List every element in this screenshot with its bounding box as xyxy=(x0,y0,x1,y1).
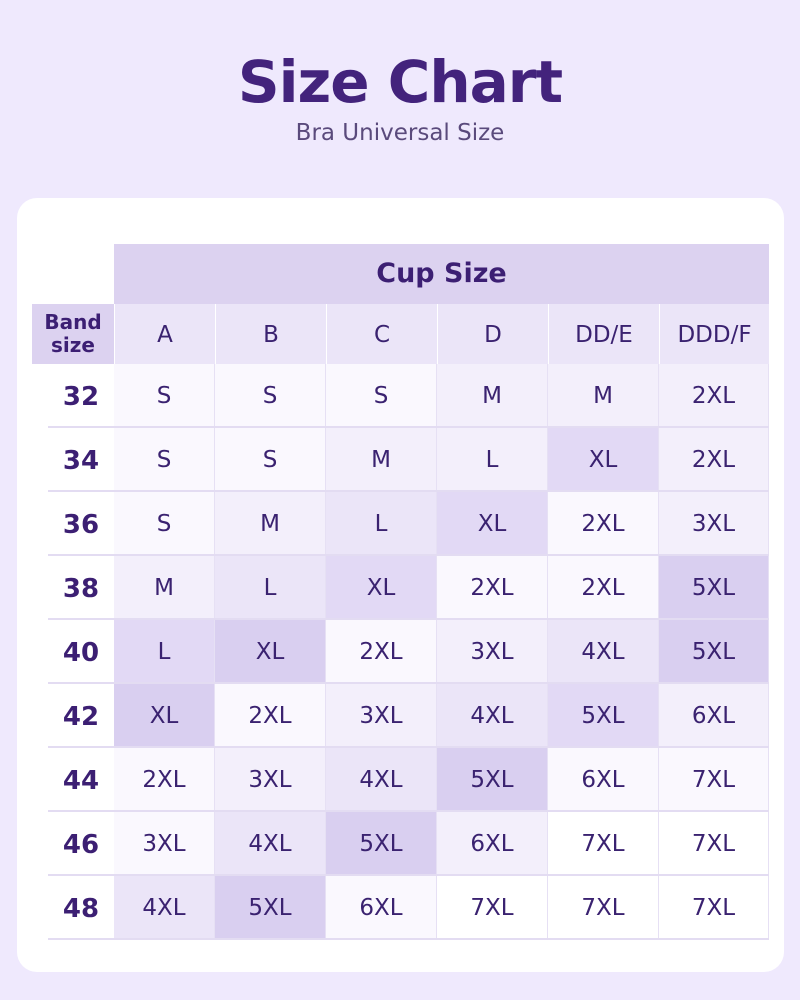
size-cell: 2XL xyxy=(437,556,548,618)
band-size-42: 42 xyxy=(62,702,100,732)
size-cell: M xyxy=(215,492,326,554)
size-cell: M xyxy=(326,428,437,490)
row-divider xyxy=(48,938,769,940)
size-cell: 4XL xyxy=(215,812,326,874)
band-header-line-1: Band xyxy=(44,310,102,334)
size-cell: 4XL xyxy=(437,684,548,746)
size-cell: 3XL xyxy=(326,684,437,746)
size-cell: 3XL xyxy=(659,492,769,554)
size-cell: 7XL xyxy=(659,812,769,874)
size-cell: XL xyxy=(437,492,548,554)
size-cell: S xyxy=(326,364,437,426)
size-cell: 7XL xyxy=(659,748,769,810)
size-cell: 2XL xyxy=(114,748,215,810)
size-cell: 2XL xyxy=(326,620,437,682)
page-subtitle: Bra Universal Size xyxy=(295,120,505,146)
size-cell: L xyxy=(114,620,215,682)
size-cell: 5XL xyxy=(548,684,659,746)
size-cell: 2XL xyxy=(659,364,769,426)
size-cell: S xyxy=(114,428,215,490)
size-cell: S xyxy=(114,364,215,426)
size-cell: 2XL xyxy=(548,556,659,618)
cup-column-header: DDD/F xyxy=(659,304,769,364)
band-size-44: 44 xyxy=(62,766,100,796)
size-cell: 7XL xyxy=(548,876,659,938)
size-cell: XL xyxy=(326,556,437,618)
size-cell: 4XL xyxy=(114,876,215,938)
size-cell: 7XL xyxy=(659,876,769,938)
size-cell: XL xyxy=(548,428,659,490)
size-cell: 5XL xyxy=(659,556,769,618)
size-cell: XL xyxy=(114,684,215,746)
cup-column-header: A xyxy=(114,304,215,364)
size-cell: 2XL xyxy=(548,492,659,554)
band-size-48: 48 xyxy=(62,894,100,924)
size-cell: L xyxy=(437,428,548,490)
band-size-36: 36 xyxy=(62,510,100,540)
size-cell: L xyxy=(215,556,326,618)
size-cell: S xyxy=(114,492,215,554)
size-cell: M xyxy=(437,364,548,426)
size-cell: 5XL xyxy=(437,748,548,810)
size-cell: M xyxy=(548,364,659,426)
band-size-34: 34 xyxy=(62,446,100,476)
cup-column-header: D xyxy=(437,304,548,364)
size-cell: 5XL xyxy=(326,812,437,874)
size-cell: S xyxy=(215,364,326,426)
size-cell: 6XL xyxy=(326,876,437,938)
size-cell: 5XL xyxy=(215,876,326,938)
size-cell: L xyxy=(326,492,437,554)
band-size-40: 40 xyxy=(62,638,100,668)
size-cell: 2XL xyxy=(659,428,769,490)
size-cell: 7XL xyxy=(548,812,659,874)
cup-column-header: C xyxy=(326,304,437,364)
size-cell: 3XL xyxy=(114,812,215,874)
size-cell: 4XL xyxy=(326,748,437,810)
size-cell: M xyxy=(114,556,215,618)
page-title: Size Chart xyxy=(237,48,563,116)
size-cell: 6XL xyxy=(437,812,548,874)
size-cell: 5XL xyxy=(659,620,769,682)
band-size-46: 46 xyxy=(62,830,100,860)
size-cell: XL xyxy=(215,620,326,682)
band-size-32: 32 xyxy=(62,382,100,412)
band-header-line-2: size xyxy=(51,333,95,357)
size-cell: 4XL xyxy=(548,620,659,682)
size-cell: 7XL xyxy=(437,876,548,938)
size-cell: 6XL xyxy=(659,684,769,746)
cup-column-header: B xyxy=(215,304,326,364)
size-cell: 3XL xyxy=(215,748,326,810)
size-cell: S xyxy=(215,428,326,490)
band-size-38: 38 xyxy=(62,574,100,604)
size-cell: 2XL xyxy=(215,684,326,746)
cup-column-header: DD/E xyxy=(548,304,659,364)
size-cell: 3XL xyxy=(437,620,548,682)
cup-size-header: Cup Size xyxy=(114,244,769,304)
band-size-header xyxy=(32,304,114,364)
size-cell: 6XL xyxy=(548,748,659,810)
